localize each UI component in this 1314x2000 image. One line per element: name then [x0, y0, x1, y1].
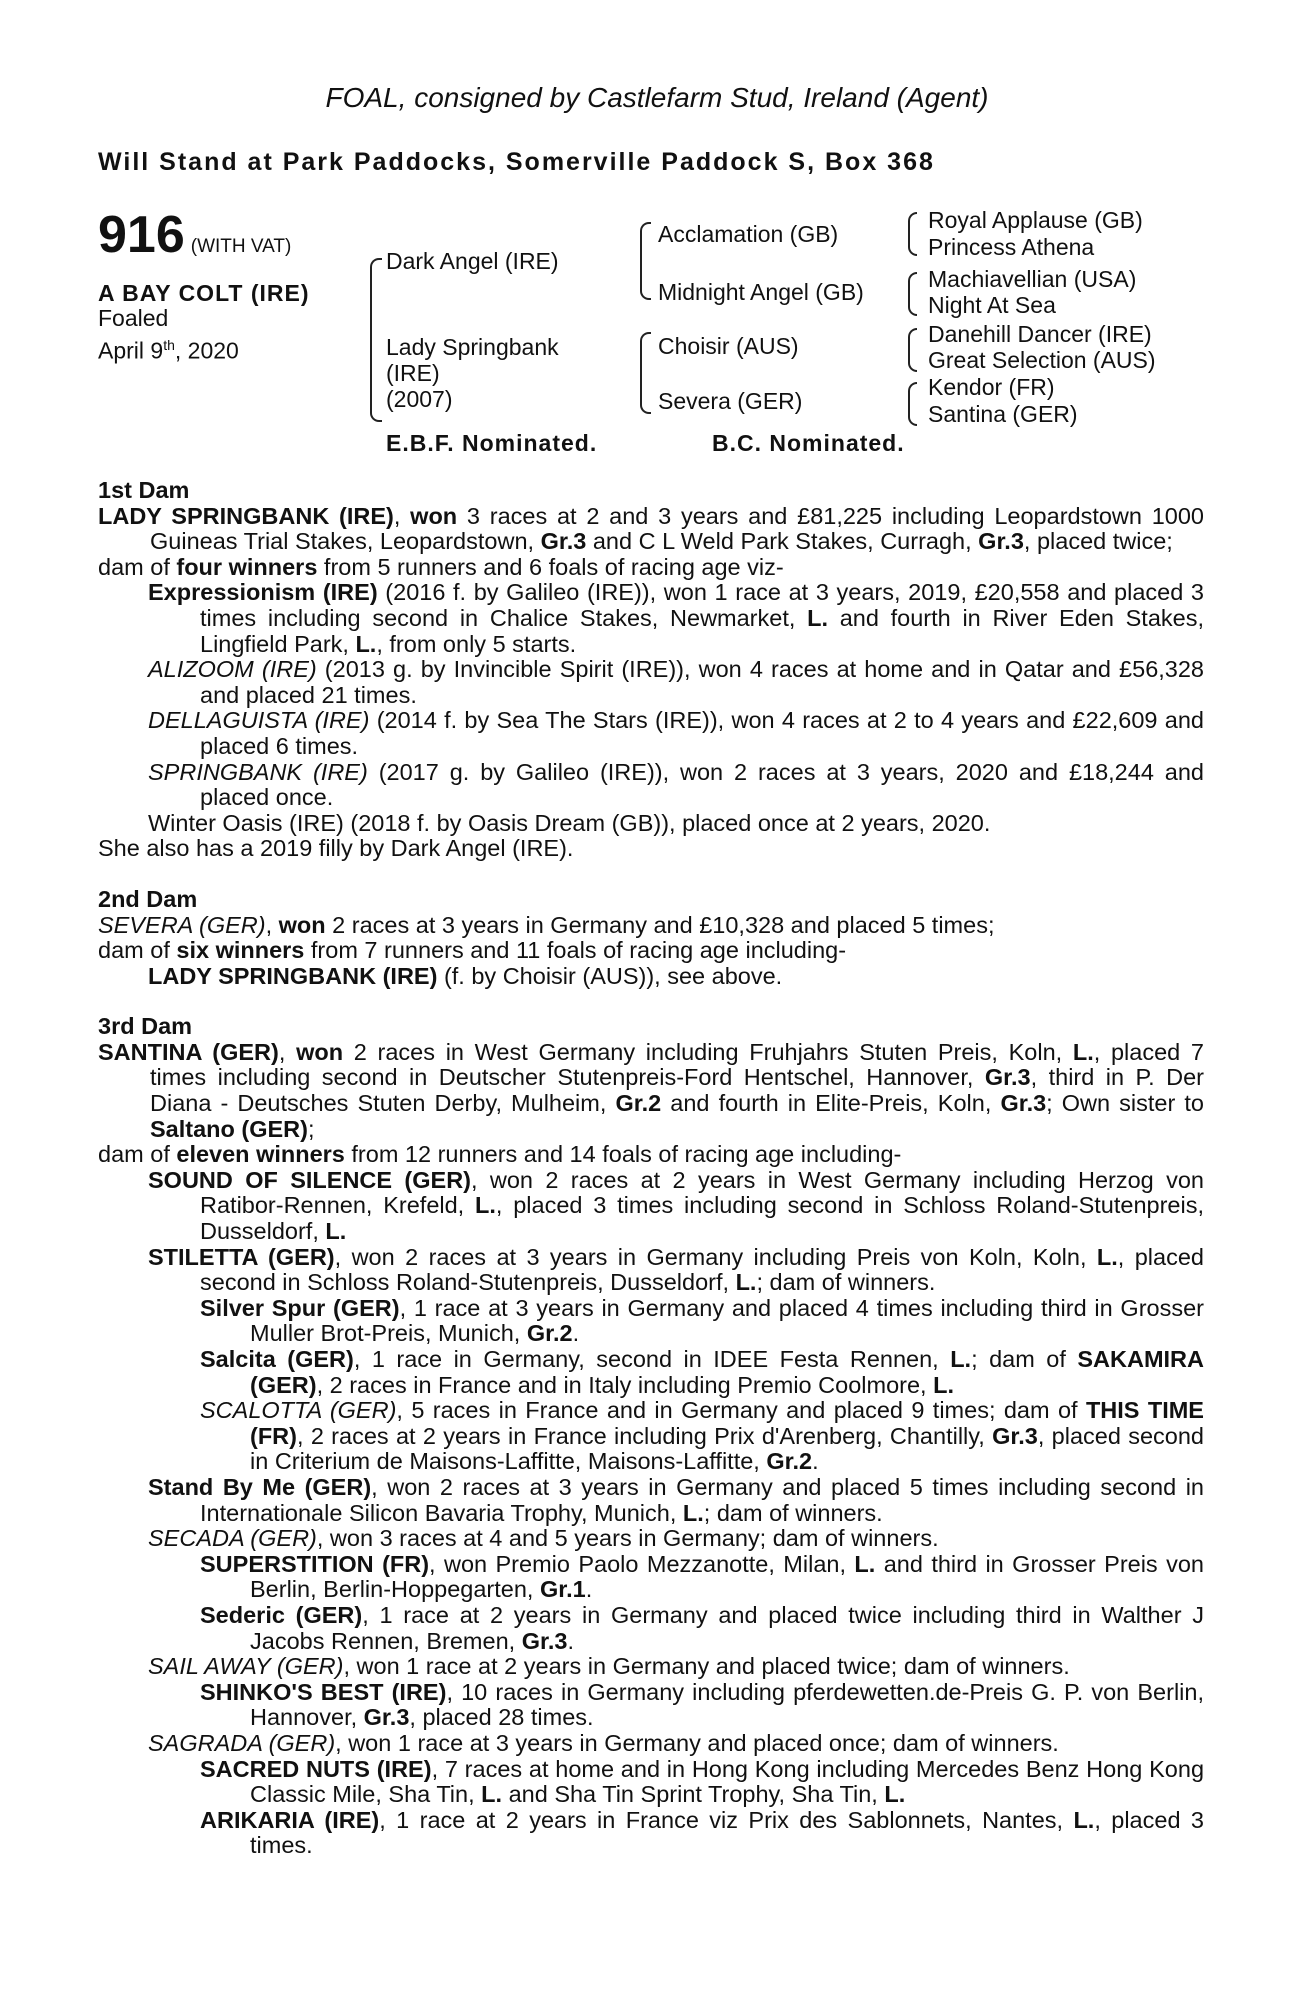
- dam-name: Lady Springbank: [386, 334, 559, 360]
- gg-santina: Santina (GER): [928, 401, 1078, 427]
- brace-gen1: [370, 258, 382, 422]
- brace-gg3: [908, 328, 917, 372]
- dam-sire: Choisir (AUS): [658, 333, 799, 359]
- first-dam-also: She also has a 2019 filly by Dark Angel (IRE).: [98, 835, 574, 862]
- second-dam-produce-summary: dam of six winners from 7 runners and 11 foals of racing age including-: [98, 937, 847, 964]
- first-dam-produce-summary: dam of four winners from 5 runners and 6 foals of racing age viz-: [98, 553, 784, 580]
- produce-arikaria: ARIKARIA (IRE), 1 race at 2 years in France viz Prix des Sablonnets, Nantes, L., placed 3 times.: [200, 1806, 1204, 1859]
- gg-princess-athena: Princess Athena: [928, 234, 1095, 260]
- gg-kendor: Kendor (FR): [928, 374, 1055, 400]
- produce-scalotta: SCALOTTA (GER), 5 races in France and in Germany and placed 9 times; dam of THIS TIME (FR), 2 races at 2 years in France including Prix d'Arenberg, Chantilly, Gr.3, placed second in Criterium de Maisons-Laffitte, Maisons-Laffitte, Gr.2.: [200, 1397, 1204, 1475]
- produce-sagrada: SAGRADA (GER), won 1 race at 3 years in Germany and placed once; dam of winners.: [148, 1729, 1059, 1756]
- brace-dam: [640, 332, 651, 414]
- produce-superstition: SUPERSTITION (FR), won Premio Paolo Mezzanotte, Milan, L. and third in Grosser Preis von Berlin, Berlin-Hoppegarten, Gr.1.: [200, 1550, 1204, 1603]
- produce-shinkos-best: SHINKO'S BEST (IRE), 10 races in Germany including pferdewetten.de-Preis G. P. von Berlin, Hannover, Gr.3, placed 28 times.: [200, 1678, 1204, 1731]
- produce-salcita: Salcita (GER), 1 race in Germany, second in IDEE Festa Rennen, L.; dam of SAKAMIRA (GER), 2 races in France and in Italy including Premio Coolmore, L.: [200, 1346, 1204, 1398]
- produce-silver-spur: Silver Spur (GER), 1 race at 3 years in Germany and placed 4 times including third in Grosser Muller Brot-Preis, Munich, Gr.2.: [200, 1294, 1204, 1347]
- bc-nominated: B.C. Nominated.: [712, 430, 905, 456]
- second-dam-heading: 2nd Dam: [98, 885, 198, 912]
- third-dam-heading: 3rd Dam: [98, 1013, 193, 1040]
- produce-dellaguista: DELLAGUISTA (IRE) (2014 f. by Sea The Stars (IRE)), won 4 races at 2 to 4 years and £22,609 and placed 6 times.: [148, 707, 1204, 759]
- produce-sail-away: SAIL AWAY (GER), won 1 race at 2 years in Germany and placed twice; dam of winners.: [148, 1653, 1070, 1680]
- gg-royal-applause: Royal Applause (GB): [928, 207, 1143, 233]
- produce-sederic: Sederic (GER), 1 race at 2 years in Germany and placed twice including third in Walther J Jacobs Rennen, Bremen, Gr.3.: [200, 1601, 1204, 1654]
- produce-secada: SECADA (GER), won 3 races at 4 and 5 years in Germany; dam of winners.: [148, 1525, 939, 1552]
- produce-stand-by-me: Stand By Me (GER), won 2 races at 3 years in Germany and placed 5 times including second in Internationale Silicon Bavaria Trophy, Munich, L.; dam of winners.: [148, 1473, 1204, 1526]
- second-dam-produce-lady-springbank: LADY SPRINGBANK (IRE) (f. by Choisir (AUS)), see above.: [148, 962, 783, 989]
- produce-stiletta: STILETTA (GER), won 2 races at 3 years in Germany including Preis von Koln, Koln, L., placed second in Schloss Roland-Stutenpreis, Dusseldorf, L.; dam of winners.: [148, 1243, 1204, 1296]
- produce-sound-of-silence: SOUND OF SILENCE (GER), won 2 races at 2 years in West Germany including Herzog von Ratibor-Rennen, Krefeld, L., placed 3 times including second in Schloss Roland-Stutenpreis, Dusseldorf, L.: [148, 1166, 1204, 1245]
- foaled-date: April 9th, 2020: [98, 337, 239, 364]
- third-dam-produce-summary: dam of eleven winners from 12 runners and 14 foals of racing age including-: [98, 1141, 902, 1168]
- lot-number-block: [98, 205, 291, 265]
- gg-night-at-sea: Night At Sea: [928, 292, 1056, 318]
- brace-sire: [640, 222, 651, 300]
- catalogue-body: [98, 478, 1204, 1859]
- sire-dam: Midnight Angel (GB): [658, 279, 864, 305]
- consignment-line: FOAL, consigned by Castlefarm Stud, Ireland (Agent): [325, 82, 989, 113]
- gg-machiavellian: Machiavellian (USA): [928, 266, 1137, 292]
- brace-gg2: [908, 272, 917, 316]
- lot-description: A BAY COLT (IRE): [98, 280, 310, 306]
- second-dam-record: SEVERA (GER), won 2 races at 3 years in Germany and £10,328 and placed 5 times;: [98, 911, 995, 938]
- gg-danehill-dancer: Danehill Dancer (IRE): [928, 321, 1152, 347]
- gg-great-selection: Great Selection (AUS): [928, 347, 1156, 373]
- sire: Dark Angel (IRE): [386, 248, 559, 274]
- first-dam-record: LADY SPRINGBANK (IRE), won 3 races at 2 and 3 years and £81,225 including Leopardstown 1000 Guineas Trial Stakes, Leopardstown, Gr.3 and C L Weld Park Stakes, Curragh, Gr.3, placed twice;: [98, 502, 1205, 555]
- dam-dam: Severa (GER): [658, 388, 803, 414]
- vat-note: (WITH VAT): [190, 236, 292, 257]
- foaled-label: Foaled: [98, 305, 169, 331]
- lot-number: 916: [98, 206, 185, 264]
- sire-sire: Acclamation (GB): [658, 221, 839, 247]
- produce-alizoom: ALIZOOM (IRE) (2013 g. by Invincible Spirit (IRE)), won 4 races at home and in Qatar and £56,328 and placed 21 times.: [148, 656, 1204, 708]
- dam-country: (IRE): [386, 360, 440, 386]
- stand-location: Will Stand at Park Paddocks, Somerville Paddock S, Box 368: [98, 148, 935, 176]
- dam-year: (2007): [386, 386, 453, 412]
- third-dam-record: SANTINA (GER), won 2 races in West Germany including Fruhjahrs Stuten Preis, Koln, L., placed 7 times including second in Deutscher Stutenpreis-Ford Hentschel, Hannover, Gr.3, third in P. Der Diana - Deutsches Stuten Derby, Mulheim, Gr.2 and fourth in Elite-Preis, Koln, Gr.3; Own sister to Saltano (GER);: [98, 1038, 1205, 1142]
- produce-sacred-nuts: SACRED NUTS (IRE), 7 races at home and in Hong Kong including Mercedes Benz Hong Kong Classic Mile, Sha Tin, L. and Sha Tin Sprint Trophy, Sha Tin, L.: [200, 1755, 1205, 1808]
- brace-gg1: [908, 212, 917, 256]
- first-dam-heading: 1st Dam: [98, 477, 190, 503]
- ebf-nominated: E.B.F. Nominated.: [386, 430, 598, 456]
- produce-expressionism: Expressionism (IRE) (2016 f. by Galileo (IRE)), won 1 race at 3 years, 2019, £20,558 and placed 3 times including second in Chalice Stakes, Newmarket, L. and fourth in River Eden Stakes, Lingfield Park, L., from only 5 starts.: [148, 579, 1204, 657]
- brace-gg4: [908, 382, 917, 426]
- produce-springbank: SPRINGBANK (IRE) (2017 g. by Galileo (IRE)), won 2 races at 3 years, 2020 and £18,244 and placed once.: [148, 758, 1204, 811]
- produce-winter-oasis: Winter Oasis (IRE) (2018 f. by Oasis Dream (GB)), placed once at 2 years, 2020.: [148, 809, 991, 836]
- foaled-block: [98, 305, 239, 365]
